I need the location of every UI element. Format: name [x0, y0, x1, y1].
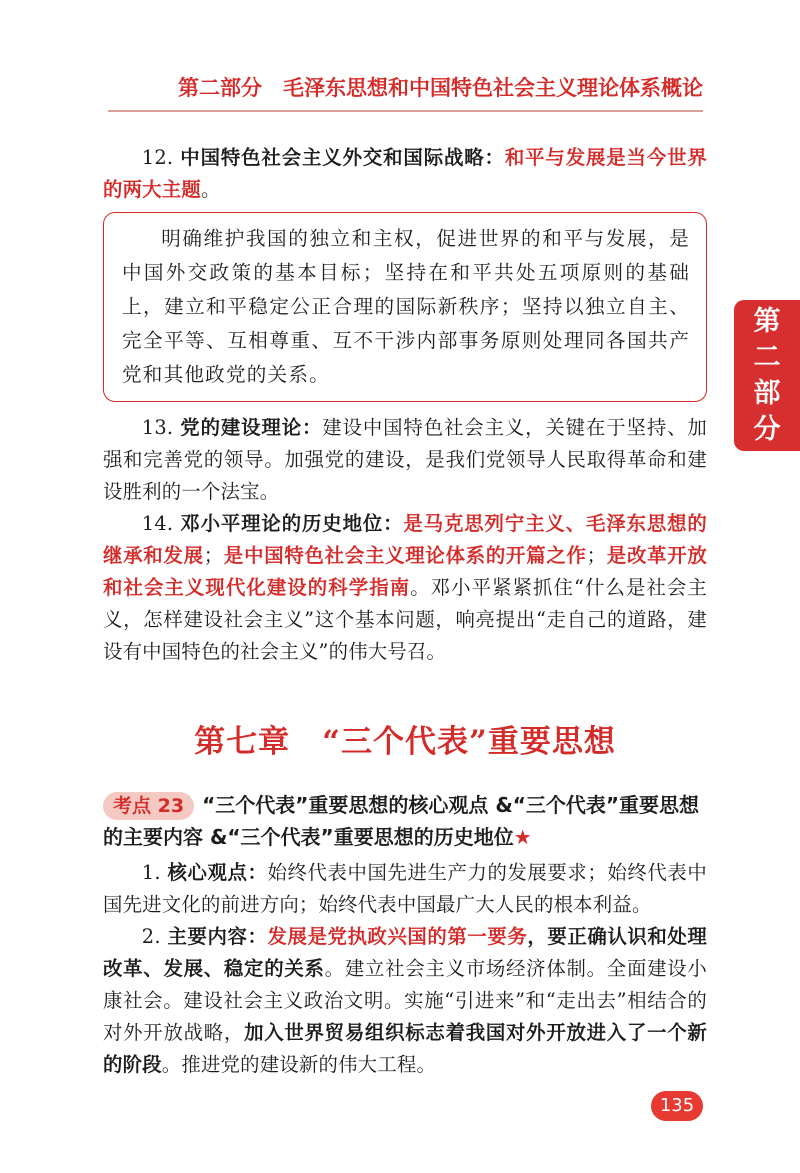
exam-point-heading — [103, 789, 707, 853]
body-text: 。邓小平紧紧抓住“什么是社会主义，怎样建设社会主义”这个基本问题，响亮提出“走自己的道路，建设有中国特色的社会主义”的伟大号召。 — [103, 576, 707, 663]
star-icon: ★ — [513, 825, 532, 849]
body-text: ， — [527, 925, 548, 948]
side-tab-char: 分 — [753, 413, 781, 445]
item-14-paragraph — [103, 508, 707, 668]
item-number: 12. — [141, 146, 181, 169]
body-text: 。 — [200, 178, 221, 201]
item-13-paragraph — [103, 412, 707, 508]
exam-point-badge: 考点 23 — [103, 792, 194, 820]
item-2-paragraph — [103, 921, 707, 1081]
side-tab-char: 部 — [753, 377, 781, 409]
side-tab-char: 第 — [753, 305, 781, 337]
page-content — [103, 142, 707, 1081]
item-title: 党的建设理论： — [180, 416, 323, 439]
highlight-text: 发展是党执政兴国的第一要务 — [267, 925, 528, 948]
highlight-text: 和平与发展是当今世界的两大主题 — [103, 146, 707, 201]
body-text: ； — [586, 544, 607, 567]
page-header: 第二部分 毛泽东思想和中国特色社会主义理论体系概论 — [108, 72, 703, 112]
item-title: 邓小平理论的历史地位： — [180, 512, 404, 535]
section-side-tab — [734, 300, 800, 451]
item-1-paragraph — [103, 857, 707, 921]
exam-point-title: “三个代表”重要思想的核心观点 &“三个代表”重要思想的主要内容 &“三个代表”重要思想的历史地位 — [103, 793, 700, 849]
item-title: 主要内容： — [167, 925, 268, 948]
item-number: 14. — [141, 512, 181, 535]
item-12-paragraph — [103, 142, 707, 206]
highlight-text: 是马克思列宁主义、毛泽东思想的继承和发展 — [103, 512, 707, 567]
bold-text: 加入世界贸易组织标志着我国对外开放进入了一个新的阶段 — [103, 1021, 707, 1076]
box-text: 明确维护我国的独立和主权，促进世界的和平与发展，是中国外交政策的基本目标；坚持在和平共处五项原则的基础上，建立和平稳定公正合理的国际新秩序；坚持以独立自主、完全平等、互相尊重、互不干涉内部事务原则处理同各国共产党和其他政党的关系。 — [122, 227, 690, 386]
highlight-text: 是中国特色社会主义理论体系的开篇之作 — [223, 544, 587, 567]
body-text: 。建立社会主义市场经济体制。全面建设小康社会。建设社会主义政治文明。实施“引进来”和“走出去”相结合的对外开放战略， — [103, 957, 707, 1044]
side-tab-char: 二 — [753, 341, 781, 373]
page-number-badge: 135 — [651, 1091, 703, 1121]
body-text: 始终代表中国先进生产力的发展要求；始终代表中国先进文化的前进方向；始终代表中国最广大人民的根本利益。 — [103, 861, 708, 916]
body-text: 。推进党的建设新的伟大工程。 — [161, 1053, 437, 1076]
chapter-title: 第七章 “三个代表”重要思想 — [194, 724, 616, 760]
item-title: 中国特色社会主义外交和国际战略： — [180, 146, 505, 169]
body-text: 建设中国特色社会主义，关键在于坚持、加强和完善党的领导。加强党的建设，是我们党领导人民取得革命和建设胜利的一个法宝。 — [103, 416, 707, 503]
highlight-text: 是改革开放和社会主义现代化建设的科学指南 — [103, 544, 708, 599]
bold-text: 要正确认识和处理改革、发展、稳定的关系 — [103, 925, 707, 980]
item-number: 2. — [141, 925, 168, 948]
item-title: 核心观点： — [167, 861, 268, 884]
item-number: 1. — [141, 861, 168, 884]
item-number: 13. — [141, 416, 181, 439]
highlight-box — [103, 212, 707, 402]
body-text: ； — [203, 544, 224, 567]
